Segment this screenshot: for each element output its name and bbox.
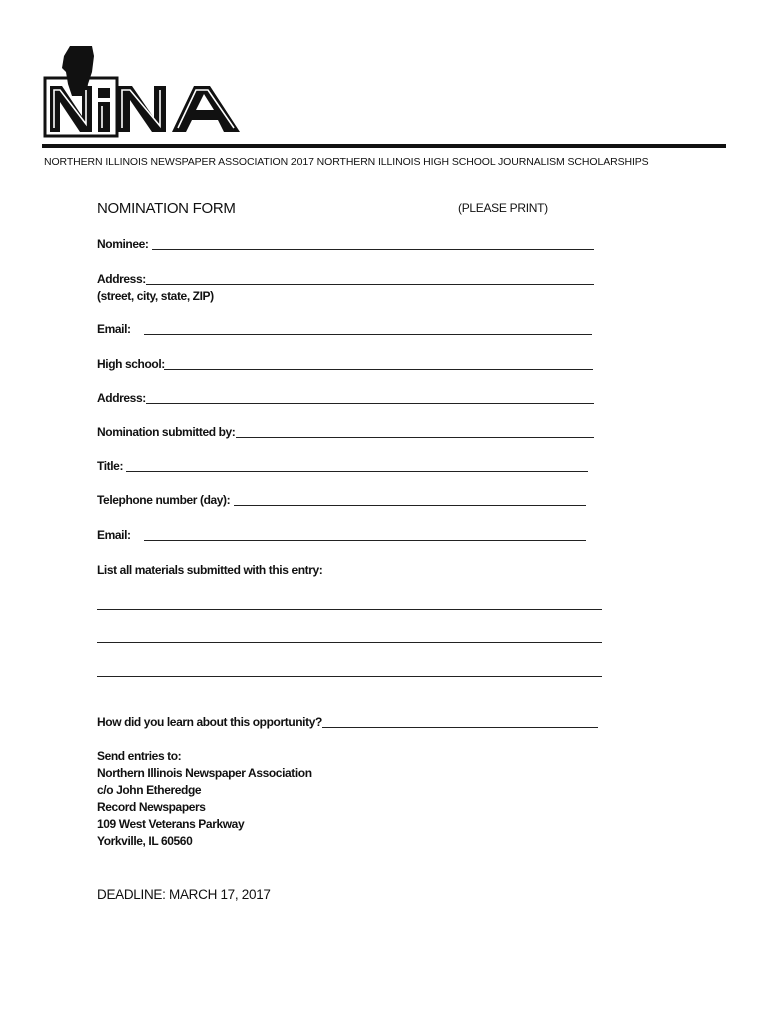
send-line: 109 West Veterans Parkway xyxy=(97,817,245,831)
form-title: NOMINATION FORM xyxy=(97,200,236,217)
submitted-by-label: Nomination submitted by: xyxy=(97,425,236,439)
submitted-by-field[interactable] xyxy=(236,437,594,438)
high-school-label: High school: xyxy=(97,357,165,371)
print-note: (PLEASE PRINT) xyxy=(458,201,548,215)
email-label: Email: xyxy=(97,322,131,336)
send-line: c/o John Etheredge xyxy=(97,783,202,797)
title-field[interactable] xyxy=(126,471,588,472)
telephone-label: Telephone number (day): xyxy=(97,493,231,507)
learn-about-field[interactable] xyxy=(322,727,598,728)
school-address-field[interactable] xyxy=(146,403,594,404)
submitter-email-label: Email: xyxy=(97,528,131,542)
high-school-field[interactable] xyxy=(164,369,593,370)
materials-line-2[interactable] xyxy=(97,642,602,643)
title-label: Title: xyxy=(97,459,124,473)
nominee-label: Nominee: xyxy=(97,237,149,251)
telephone-field[interactable] xyxy=(234,505,586,506)
address-label: Address: xyxy=(97,272,146,286)
deadline: DEADLINE: MARCH 17, 2017 xyxy=(97,887,271,902)
send-line: Yorkville, IL 60560 xyxy=(97,834,193,848)
email-field[interactable] xyxy=(144,334,592,335)
send-line: Record Newspapers xyxy=(97,800,206,814)
nina-logo xyxy=(42,44,248,140)
learn-about-label: How did you learn about this opportunity? xyxy=(97,715,322,729)
address-hint: (street, city, state, ZIP) xyxy=(97,289,214,303)
materials-line-1[interactable] xyxy=(97,609,602,610)
submitter-email-field[interactable] xyxy=(144,540,586,541)
materials-label: List all materials submitted with this entry: xyxy=(97,563,323,577)
nominee-field[interactable] xyxy=(152,249,594,250)
school-address-label: Address: xyxy=(97,391,146,405)
address-field[interactable] xyxy=(146,284,594,285)
send-heading: Send entries to: xyxy=(97,749,182,763)
materials-line-3[interactable] xyxy=(97,676,602,677)
send-entries-block xyxy=(97,748,312,850)
send-line: Northern Illinois Newspaper Association xyxy=(97,766,312,780)
header-rule xyxy=(42,144,726,148)
association-header: NORTHERN ILLINOIS NEWSPAPER ASSOCIATION 2017 NORTHERN ILLINOIS HIGH SCHOOL JOURNALISM SCHOLARSHIPS xyxy=(44,156,649,168)
